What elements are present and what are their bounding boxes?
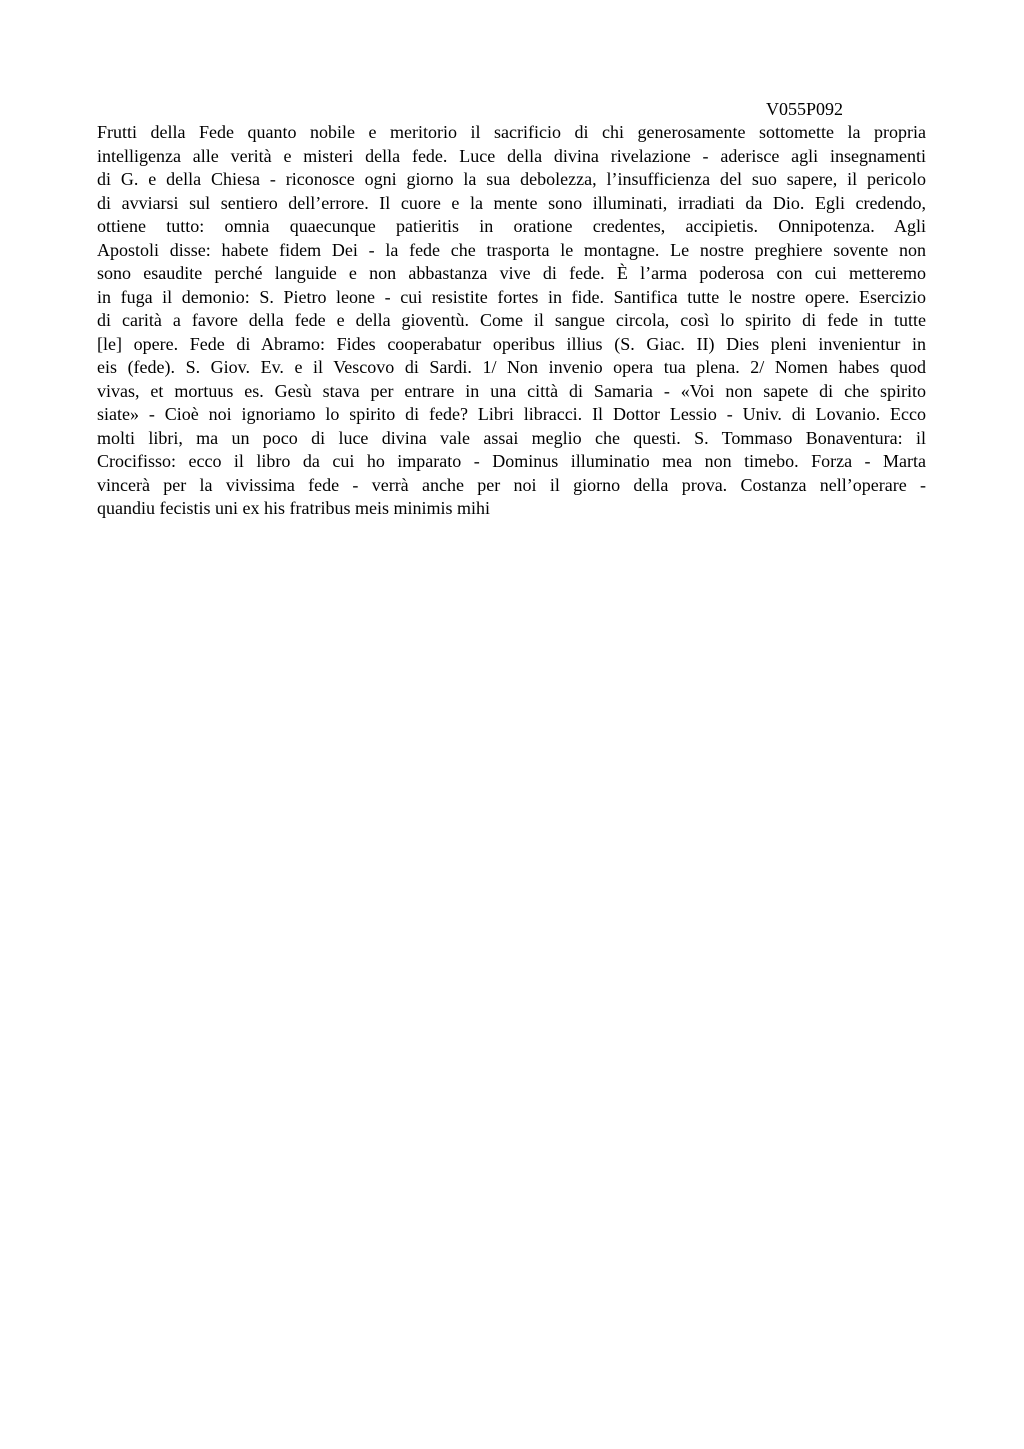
text-line: ottiene tutto: omnia quaecunque patieritis in oratione credentes, accipietis. Onnipotenza. Agli: [97, 216, 926, 236]
text-line: di G. e della Chiesa - riconosce ogni giorno la sua debolezza, l’insufficienza del suo sapere, il pericolo: [97, 169, 926, 189]
text-line: in fuga il demonio: S. Pietro leone - cui resistite fortes in fide. Santifica tutte le nostre opere. Esercizio: [97, 286, 926, 307]
body-paragraph: [97, 121, 926, 521]
text-line: eis (fede). S. Giov. Ev. e il Vescovo di Sardi. 1/ Non invenio opera tua plena. 2/ Nomen habes quod: [97, 357, 926, 377]
text-line: vincerà per la vivissima fede - verrà anche per noi il giorno della prova. Costanza nell’operare -: [97, 474, 926, 495]
text-line: di carità a favore della fede e della gioventù. Come il sangue circola, così lo spirito di fede in tutte: [97, 310, 926, 330]
text-line: di avviarsi sul sentiero dell’errore. Il cuore e la mente sono illuminati, irradiati da Dio. Egli credendo,: [97, 192, 926, 213]
text-line: [le] opere. Fede di Abramo: Fides cooperabatur operibus illius (S. Giac. II) Dies pleni invenientur in: [97, 333, 926, 354]
page-code: V055P092: [766, 99, 844, 119]
text-line: siate» - Cioè noi ignoriamo lo spirito di fede? Libri libracci. Il Dottor Lessio - Univ. di Lovanio. Ecco: [97, 404, 926, 424]
text-line: quandiu fecistis uni ex his fratribus meis minimis mihi: [97, 498, 490, 518]
text-line: Crocifisso: ecco il libro da cui ho imparato - Dominus illuminatio mea non timebo. Forza - Marta: [97, 451, 926, 471]
text-line: sono esaudite perché languide e non abbastanza vive di fede. È l’arma poderosa con cui metteremo: [97, 263, 926, 283]
text-line: Apostoli disse: habete fidem Dei - la fede che trasporta le montagne. Le nostre preghiere sovente non: [97, 239, 926, 260]
text-line: Frutti della Fede quanto nobile e meritorio il sacrificio di chi generosamente sottomette la propria: [97, 122, 926, 142]
text-line: molti libri, ma un poco di luce divina vale assai meglio che questi. S. Tommaso Bonaventura: il: [97, 427, 926, 448]
text-line: vivas, et mortuus es. Gesù stava per entrare in una città di Samaria - «Voi non sapete di che spirito: [97, 380, 926, 401]
text-line: intelligenza alle verità e misteri della fede. Luce della divina rivelazione - aderisce agli insegnamenti: [97, 145, 926, 166]
